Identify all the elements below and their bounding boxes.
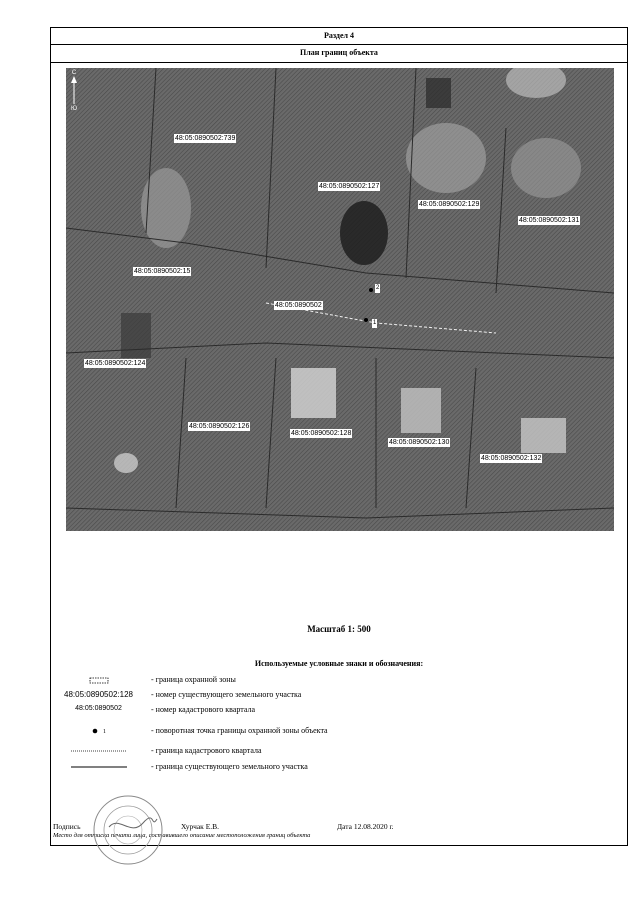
legend-text: - граница существующего земельного участка [151,762,308,771]
signer-name: Хурчак Е.В. [181,822,220,831]
signature-label: Подпись [53,822,81,831]
legend-text: - номер существующего земельного участка [151,690,302,699]
legend-text: - номер кадастрового квартала [151,705,256,714]
parcel-label: 48:05:0890502:15 [134,268,191,275]
point-label: 2 [376,285,380,291]
page-title: План границ объекта [51,44,627,63]
legend-item [51,675,629,689]
legend-item [51,705,629,719]
south-label: Ю [70,106,78,112]
legend-symbol: 48:05:0890502:128 [64,690,133,699]
parcel-label: 48:05:0890502:739 [175,135,236,142]
document-frame [50,27,628,846]
north-arrow [69,70,79,118]
solid-line-icon [71,763,127,771]
scale-label: Масштаб 1: 500 [307,624,371,634]
parcel-label: 48:05:0890502:126 [189,423,250,430]
parcel-label: 48:05:0890502:132 [481,455,542,462]
point-number: 1 [103,729,106,735]
signature-date: Дата 12.08.2020 г. [337,822,394,831]
parcel-label: 48:05:0890502:128 [291,430,352,437]
legend-item [51,726,629,740]
legend-symbol [51,762,146,773]
parcel-label: 48:05:0890502:130 [389,439,450,446]
legend-text: - граница кадастрового квартала [151,746,262,755]
legend-symbol [51,726,146,735]
legend-title: Используемые условные знаки и обозначения: [254,659,424,668]
point-marker-icon [91,727,101,735]
stamp-note: Место для оттиска печати лица, составившего описание местоположения границ объекта [53,832,311,839]
hatched-boundary-icon [89,677,109,685]
dotted-line-icon [71,747,127,755]
legend-item [51,690,629,704]
parcel-label: 48:05:0890502:124 [85,360,146,367]
quarter-label: 48:05:0890502 [275,302,322,309]
parcel-label: 48:05:0890502:131 [519,217,580,224]
legend-symbol [51,675,146,687]
section-header: Раздел 4 [51,28,627,45]
point-label: 1 [373,320,377,326]
seal-stamp [91,793,165,867]
legend-symbol [51,746,146,757]
aerial-map [66,68,614,531]
legend-text: - поворотная точка границы охранной зоны объекта [151,726,328,735]
boundary-point-1 [364,318,368,322]
legend-symbol: 48:05:0890502 [75,705,122,712]
boundary-point-2 [369,288,373,292]
parcel-label: 48:05:0890502:129 [419,201,480,208]
legend-item [51,746,629,760]
parcel-label: 48:05:0890502:127 [319,183,380,190]
legend-text: - граница охранной зоны [151,675,236,684]
legend-item [51,762,629,776]
north-label: С [71,70,77,76]
arrow-icon [69,76,79,106]
